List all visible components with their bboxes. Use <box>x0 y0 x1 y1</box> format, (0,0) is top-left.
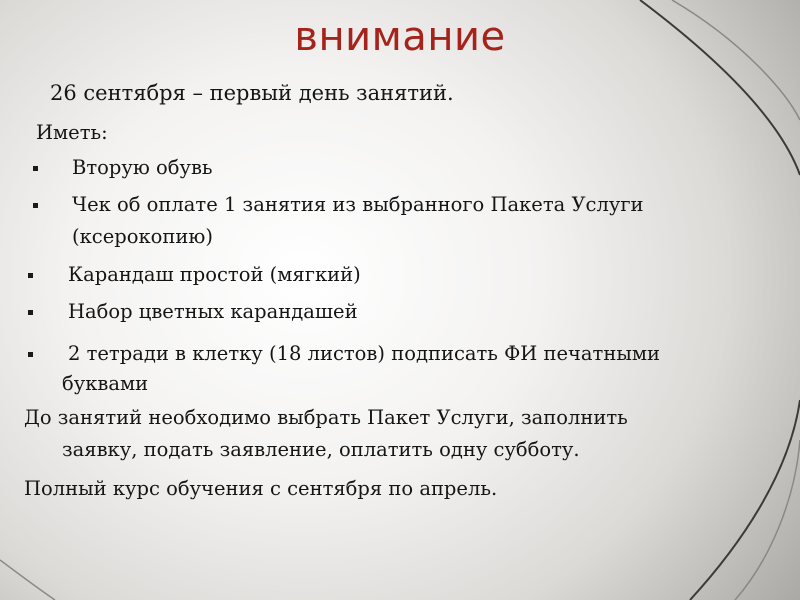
list-item-text: Набор цветных карандашей <box>68 300 358 323</box>
slide-title: внимание <box>294 14 506 60</box>
list-item-text-line2: (ксерокопию) <box>72 225 213 248</box>
bullet-square-icon <box>28 352 33 357</box>
course-duration: Полный курс обучения с сентября по апрель. <box>24 477 498 500</box>
instructions-line1: До занятий необходимо выбрать Пакет Услуги, заполнить <box>24 406 628 429</box>
bullet-square-icon <box>28 310 33 315</box>
list-item-text-line1: Чек об оплате 1 занятия из выбранного Пакета Услуги <box>72 193 644 216</box>
bullet-square-icon <box>33 203 38 208</box>
bullet-square-icon <box>33 166 38 171</box>
list-item-text: Вторую обувь <box>72 156 213 179</box>
instructions-line2: заявку, подать заявление, оплатить одну субботу. <box>62 438 580 461</box>
have-label: Иметь: <box>36 121 108 144</box>
list-item-text: Карандаш простой (мягкий) <box>68 263 361 286</box>
list-item-text-line1: 2 тетради в клетку (18 листов) подписать ФИ печатными <box>68 342 661 365</box>
subtitle-first-day: 26 сентября – первый день занятий. <box>50 81 454 105</box>
bullet-square-icon <box>28 273 33 278</box>
list-item-text-line2: буквами <box>62 372 149 395</box>
